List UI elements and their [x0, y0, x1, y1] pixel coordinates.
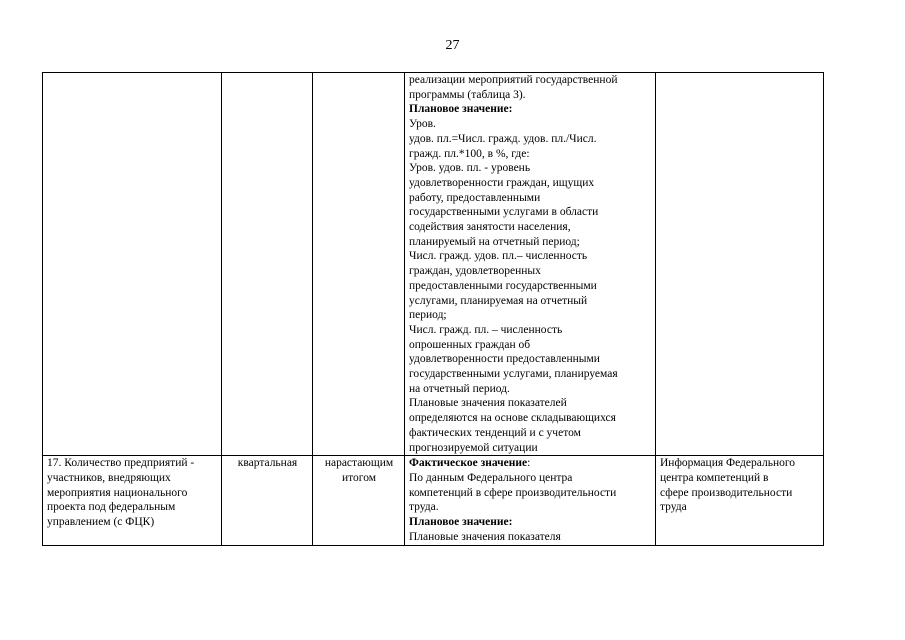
- methodology-line: граждан, удовлетворенных: [409, 265, 541, 278]
- indicator-table: [42, 72, 824, 546]
- indicator-name-line: мероприятия национального: [47, 486, 188, 499]
- source-line: центра компетенций в: [660, 471, 769, 484]
- methodology-line: государственными услугами в области: [409, 206, 599, 219]
- methodology-line: Уров. удов. пл. - уровень: [409, 162, 531, 175]
- cell-frequency: [222, 456, 313, 545]
- methodology-line: государственными услугами, планируемая: [409, 368, 618, 381]
- methodology-line: услугами, планируемая на отчетный: [409, 294, 588, 307]
- methodology-line: Числ. гражд. удов. пл.– численность: [409, 250, 588, 263]
- methodology-line: программы (таблица 3).: [409, 88, 526, 101]
- method-line: итогом: [341, 471, 377, 484]
- cell-frequency-empty: [222, 73, 313, 456]
- page-number: 27: [445, 38, 460, 53]
- methodology-line: период;: [409, 309, 447, 322]
- indicator-name-line: 17. Количество предприятий -: [47, 457, 195, 470]
- formula-line: удов. пл.=Числ. гражд. удов. пл./Числ.: [409, 132, 597, 145]
- methodology-line: на отчетный период.: [409, 382, 510, 395]
- source-line: труда: [660, 501, 687, 514]
- table-row-continuation: [43, 73, 824, 456]
- methodology-line: содействия занятости населения,: [409, 221, 571, 234]
- actual-value-line: труда.: [409, 501, 439, 514]
- methodology-line: реализации мероприятий государственной: [409, 74, 618, 86]
- cell-data-source: [656, 456, 824, 545]
- methodology-line: прогнозируемой ситуации: [409, 441, 538, 454]
- methodology-line: Плановые значения показателей: [409, 397, 567, 410]
- methodology-line: Уров.: [409, 118, 436, 131]
- methodology-line: Числ. гражд. пл. – численность: [409, 323, 563, 336]
- methodology-line: планируемый на отчетный период;: [409, 235, 580, 248]
- frequency-text: квартальная: [237, 457, 298, 470]
- methodology-line: работу, предоставленными: [409, 191, 541, 204]
- actual-value-line: По данным Федерального центра: [409, 471, 573, 484]
- source-line: Информация Федерального: [660, 457, 796, 470]
- actual-value-colon: :: [527, 457, 531, 470]
- methodology-line: удовлетворенности граждан, ищущих: [409, 176, 595, 189]
- table-row-indicator-17: [43, 456, 824, 545]
- cell-methodology-continuation: [405, 73, 656, 456]
- formula-line: гражд. пл.*100, в %, где:: [409, 147, 530, 160]
- cell-indicator-empty: [43, 73, 222, 456]
- cell-methodology: [405, 456, 656, 545]
- actual-value-label: Фактическое значение: [409, 457, 528, 470]
- methodology-line: удовлетворенности предоставленными: [409, 353, 600, 366]
- methodology-line: определяются на основе складывающихся: [409, 412, 616, 425]
- cell-accumulation-method: [313, 456, 405, 545]
- cell-source-empty: [656, 73, 824, 456]
- method-line: нарастающим: [324, 457, 394, 470]
- planned-value-heading: Плановое значение:: [409, 103, 513, 116]
- indicator-name-line: управлением (с ФЦК): [47, 516, 155, 529]
- cell-method-empty: [313, 73, 405, 456]
- actual-value-line: компетенций в сфере производительности: [409, 486, 617, 499]
- methodology-line: предоставленными государственными: [409, 279, 597, 292]
- indicator-name-line: участников, внедряющих: [47, 471, 171, 484]
- source-line: сфере производительности: [660, 486, 793, 499]
- indicator-name-line: проекта под федеральным: [47, 501, 176, 514]
- planned-value-heading: Плановое значение:: [409, 516, 513, 529]
- methodology-line: фактических тенденций и с учетом: [409, 426, 581, 439]
- actual-value-heading: [409, 456, 652, 471]
- cell-indicator-name: [43, 456, 222, 545]
- planned-value-line: Плановые значения показателя: [409, 530, 561, 543]
- methodology-line: опрошенных граждан об: [409, 338, 531, 351]
